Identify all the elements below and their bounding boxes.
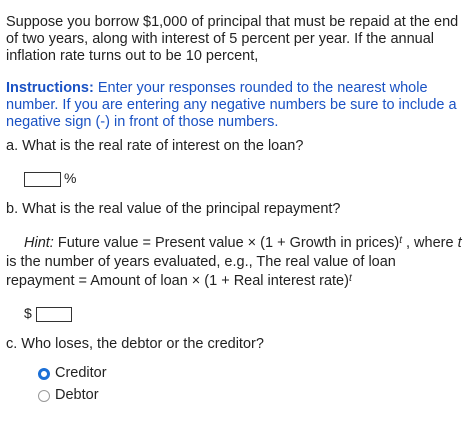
hint-label: Hint:: [24, 235, 54, 251]
problem-statement: [6, 14, 468, 65]
option-debtor-label: Debtor: [55, 387, 99, 403]
dollar-prefix: $: [24, 305, 32, 321]
hint-text-2: , where: [401, 235, 458, 251]
instructions-label: Instructions:: [6, 80, 94, 96]
option-debtor[interactable]: [38, 387, 99, 404]
instructions-text: Enter your responses rounded to the nearest whole number. If you are entering any negative numbers be sure to include a negative sign (-) in front of those numbers.: [6, 80, 457, 130]
option-creditor[interactable]: [38, 365, 107, 382]
hint-text-1: Future value = Present value × (1 + Growth in prices): [53, 235, 400, 251]
hint-text-3: is the number of years evaluated, e.g., The real value of loan repayment = Amount of loan × (1 + Real interest rate): [6, 254, 396, 289]
real-principal-input[interactable]: [36, 307, 72, 322]
option-creditor-label: Creditor: [55, 365, 107, 381]
real-rate-input[interactable]: [24, 172, 61, 187]
hint-exponent-1: t: [399, 235, 402, 246]
question-a: a. What is the real rate of interest on the loan?: [6, 138, 304, 154]
hint-block: [6, 234, 468, 291]
radio-selected-icon[interactable]: [38, 368, 50, 380]
question-b: b. What is the real value of the principal repayment?: [6, 201, 341, 217]
percent-unit: %: [64, 170, 77, 186]
problem-text: Suppose you borrow $1,000 of principal that must be repaid at the end of two years, along with interest of 5 percent per year. If the annual inflation rate turns out to be 10 percent,: [6, 14, 459, 64]
hint-exponent-2: t: [348, 273, 352, 284]
instructions-block: [6, 80, 468, 131]
hint-t-variable: t: [457, 235, 462, 251]
question-c: c. Who loses, the debtor or the creditor?: [6, 336, 264, 352]
radio-unselected-icon[interactable]: [38, 390, 50, 402]
